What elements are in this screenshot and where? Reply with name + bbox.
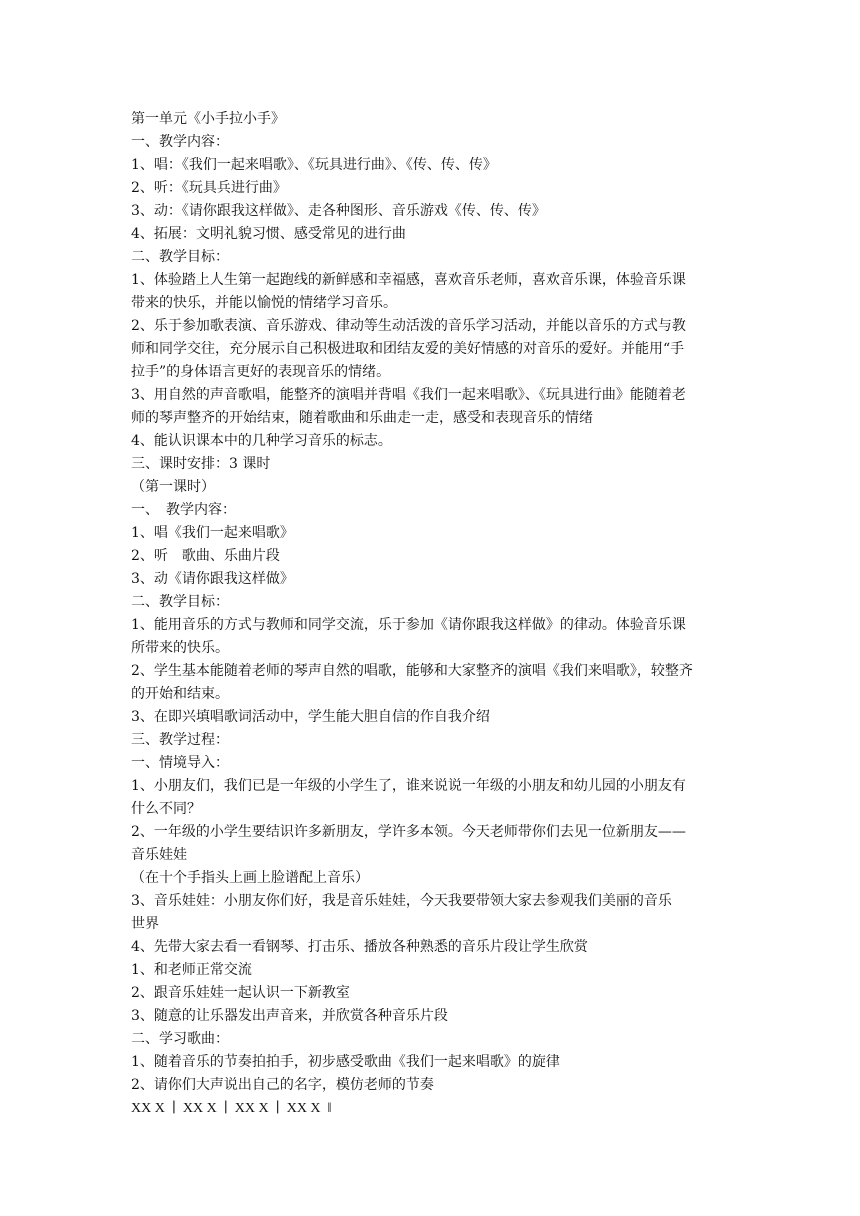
text-line: 1、小朋友们，我们已是一年级的小学生了，谁来说说一年级的小朋友和幼儿园的小朋友有	[131, 778, 686, 794]
section-heading: 一、教学内容：	[131, 134, 229, 150]
text-line: 3、用自然的声音歌唱，能整齐的演唱并背唱《我们一起来唱歌》、《玩具进行曲》能随着老	[131, 387, 686, 403]
text-line: 世界	[131, 916, 159, 932]
text-line: 1、体验踏上人生第一起跑线的新鲜感和幸福感，喜欢音乐老师，喜欢音乐课，体验音乐课	[131, 272, 686, 288]
text-line: 3、随意的让乐器发出声音来，并欣赏各种音乐片段	[131, 1008, 448, 1024]
text-line: 4、能认识课本中的几种学习音乐的标志。	[131, 433, 392, 449]
text-line: 音乐娃娃	[131, 847, 187, 863]
text-line: 2、学生基本能随着老师的琴声自然的唱歌，能够和大家整齐的演唱《我们来唱歌》，较整齐	[131, 663, 693, 679]
section-heading: 二、教学目标：	[131, 249, 229, 265]
text-line: 3、动《请你跟我这样做》	[131, 571, 294, 587]
section-heading: 二、教学目标：	[131, 594, 229, 610]
text-line: 的开始和结束。	[131, 686, 229, 702]
text-line: （在十个手指头上画上脸谱配上音乐）	[131, 870, 369, 886]
text-line: 拉手”的身体语言更好的表现音乐的情绪。	[131, 364, 391, 380]
section-heading: 一、 教学内容：	[131, 502, 236, 518]
text-line: 3、在即兴填唱歌词活动中，学生能大胆自信的作自我介绍	[131, 709, 490, 725]
text-line: 1、唱《我们一起来唱歌》	[131, 525, 294, 541]
lesson-label: （第一课时）	[131, 479, 215, 495]
text-line: 师和同学交往，充分展示自己积极进取和团结友爱的美好情感的对音乐的爱好。并能用“手	[131, 341, 685, 357]
section-heading: 二、学习歌曲：	[131, 1031, 229, 1047]
text-line: 3、动：《请你跟我这样做》、走各种图形、音乐游戏《传、传、传》	[131, 203, 546, 219]
text-line: 2、跟音乐娃娃一起认识一下新教室	[131, 985, 350, 1001]
section-heading: 三、课时安排：3 课时	[131, 456, 271, 472]
text-line: 2、听：《玩具兵进行曲》	[131, 180, 287, 196]
text-line: 1、能用音乐的方式与教师和同学交流，乐于参加《请你跟我这样做》的律动。体验音乐课	[131, 617, 686, 633]
text-line: 4、拓展：文明礼貌习惯、感受常见的进行曲	[131, 226, 406, 242]
text-line: 师的琴声整齐的开始结束，随着歌曲和乐曲走一走，感受和表现音乐的情绪	[131, 410, 593, 426]
text-line: 1、和老师正常交流	[131, 962, 252, 978]
section-heading: 一、情境导入：	[131, 755, 229, 771]
document-body	[131, 108, 741, 1120]
text-line: 2、请你们大声说出自己的名字，模仿老师的节奏	[131, 1077, 434, 1093]
unit-title: 第一单元《小手拉小手》	[131, 111, 285, 127]
text-line: 3、音乐娃娃：小朋友你们好，我是音乐娃娃，今天我要带领大家去参观我们美丽的音乐	[131, 893, 672, 909]
text-line: 1、唱：《我们一起来唱歌》、《玩具进行曲》、《传、传、传》	[131, 157, 497, 173]
section-heading: 三、教学过程：	[131, 732, 229, 748]
text-line: 什么不同？	[131, 801, 201, 817]
text-line: 2、听 歌曲、乐曲片段	[131, 548, 280, 564]
text-line: 4、先带大家去看一看钢琴、打击乐、播放各种熟悉的音乐片段让学生欣赏	[131, 939, 588, 955]
text-line: 2、一年级的小学生要结识许多新朋友，学许多本领。今天老师带你们去见一位新朋友——	[131, 824, 686, 840]
text-line: 带来的快乐，并能以愉悦的情绪学习音乐。	[131, 295, 397, 311]
text-line: 2、乐于参加歌表演、音乐游戏、律动等生动活泼的音乐学习活动，并能以音乐的方式与教	[131, 318, 686, 334]
rhythm-notation: XX X ∣ XX X ∣ XX X ∣ XX X ‖	[131, 1101, 332, 1116]
text-line: 所带来的快乐。	[131, 640, 229, 656]
text-line: 1、随着音乐的节奏拍拍手，初步感受歌曲《我们一起来唱歌》的旋律	[131, 1054, 560, 1070]
